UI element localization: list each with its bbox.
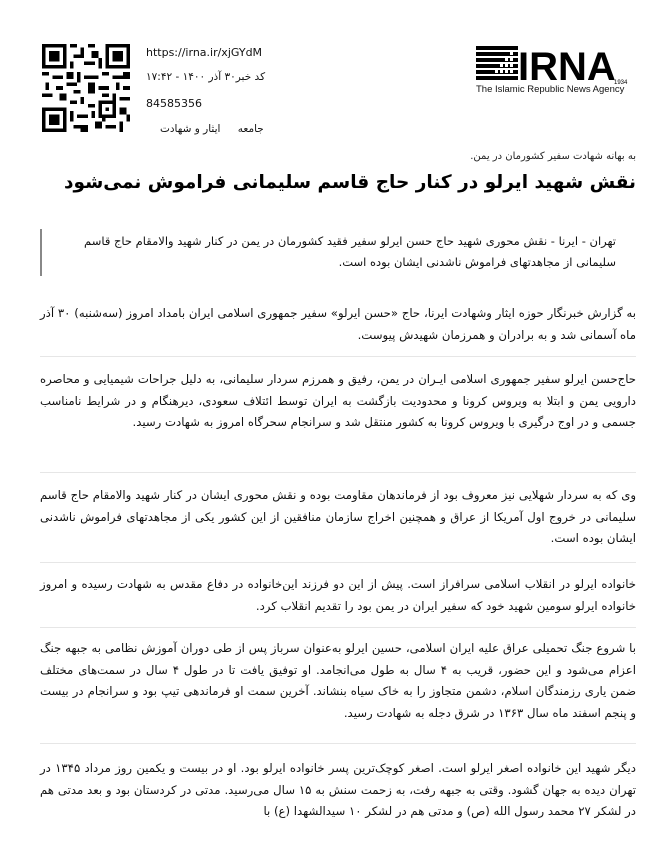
short-link[interactable]: https://irna.ir/xjGYdM	[146, 46, 263, 59]
paragraph-divider	[40, 472, 636, 473]
summary-divider	[40, 229, 42, 276]
article-kicker: به بهانه شهادت سفیر کشورمان در یمن.	[470, 151, 636, 162]
news-code-date: کد خبر۳۰ آذر ۱۴۰۰ - ۱۷:۴۲	[146, 71, 266, 83]
paragraph-divider	[40, 562, 636, 563]
article-paragraph: خانواده ایرلو در انقلاب اسلامی سرافراز است. پیش از این دو فرزند این‌خانواده در دفاع مقدس به شهادت رسیده و امروز خانواده ایرلو سومین شهید خود که سفیر ایران در یمن بود را تقدیم انقلاب کرد.	[40, 577, 636, 613]
paragraph-divider	[40, 627, 636, 628]
logo-wordmark: IRNA	[518, 45, 616, 89]
summary-line: سلیمانی از مجاهدتهای فراموش ناشدنی ایشان بوده است.	[338, 255, 616, 269]
article-meta	[146, 46, 376, 136]
agency-name: The Islamic Republic News Agency	[476, 84, 625, 95]
article-title: نقش شهید ایرلو در کنار حاج قاسم سلیمانی فراموش نمی‌شود	[64, 172, 636, 193]
categories	[146, 122, 376, 136]
news-code: 84585356	[146, 97, 202, 110]
article-paragraph: حاج‌حسن ایرلو سفیر جمهوری اسلامی ایـران در یمن، رفیق و همرزم سردار سلیمانی، به دلیل جراحات شیمیایی و محاصره دارویی یمن و ابتلا به ویروس کرونا و محدودیت بازگشت به ایران توسط ائتلاف سعودی، دیرهنگام و در شرایط نامناسب جسمی و در اوج درگیری با ویروس کرونا به کشور منتقل شد و سرانجام سحرگاه امروز به شهادت رسید.	[40, 372, 636, 429]
article-paragraph: به گزارش خبرنگار حوزه ایثار وشهادت ایرنا، حاج «حسن ایرلو» سفیر جمهوری اسلامی ایران بامداد امروز (سه‌شنبه) ۳۰ آذر ماه آسمانی شد و به برادران و همرزمان شهیدش پیوست.	[40, 306, 636, 342]
logo-year: 1934	[614, 80, 628, 86]
paragraph-divider	[40, 356, 636, 357]
article-summary	[44, 231, 616, 273]
category-sacrifice[interactable]: ایثار و شهادت	[160, 123, 221, 135]
article-paragraph: دیگر شهید این خانواده اصغر ایرلو است. اصغر کوچک‌ترین پسر خانواده ایرلو بود. او در بیست و یکمین روز مرداد ۱۳۴۵ در تهران دیده به جهان گشود. وقتی به جبهه رفت، به زحمت سنش به ۱۵ سال می‌رسید. مدتی در کردستان بود و بعد مدتی هم در لشکر ۲۷ محمد رسول الله (ص) و مدتی هم در لشکر ۱۰ سیدالشهدا (ع) با	[40, 761, 636, 818]
article-paragraph: با شروع جنگ تحمیلی عراق علیه ایران اسلامی، حسین ایرلو به‌عنوان سرباز پس از طی دوران آموزش نظامی به جبهه جنگ اعزام می‌شود و این حضور، قریب به ۴ سال به طول می‌انجامد. او توفیق یافت تا در طول ۴ سال در سمت‌های مختلف ضمن یاری رزمندگان اسلام، دشمن متجاوز را به خاک سیاه بنشاند. آخرین سمت او فرماندهی تیپ بود و سرانجام در بیست و پنجم اسفند ماه سال ۱۳۶۳ در شرق دجله به شهادت رسید.	[40, 641, 636, 720]
summary-line: تهران - ایرنا - نقش محوری شهید حاج حسن ایرلو سفیر فقید کشورمان در یمن در کنار شهید والامقام حاج قاسم	[84, 234, 616, 248]
article-paragraph: وی که به سردار شهلایی نیز معروف بود از فرماندهان مقاومت بوده و نقش محوری ایشان در کنار شهید والامقام حاج قاسم سلیمانی در خروج اول آمریکا از عراق و همچنین اخراج سازمان منافقین از این کشور یکی از مجاهدتهای فراموش ناشدنی ایشان بوده است.	[40, 488, 636, 545]
irna-logo	[474, 44, 638, 104]
category-society[interactable]: جامعه	[237, 123, 264, 135]
paragraph-divider	[40, 743, 636, 744]
qr-code	[42, 44, 130, 132]
